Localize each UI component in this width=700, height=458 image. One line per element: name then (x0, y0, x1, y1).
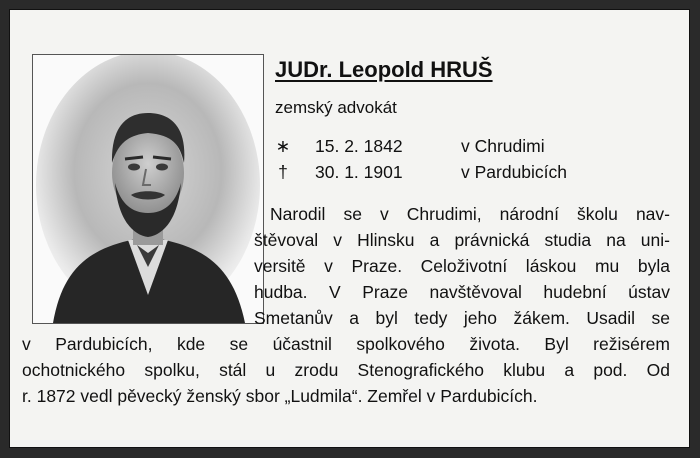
birth-place: v Chrudimi (461, 136, 545, 156)
bio-line: v Pardubicích, kde se účastnil spolkového života. Byl režisérem (22, 334, 670, 354)
bio-line: Narodil se v Chrudimi, národní školu nav- (270, 204, 670, 224)
bio-line: r. 1872 vedl pěvecký ženský sbor „Ludmila“. Zemřel v Pardubicích. (22, 386, 538, 406)
bio-line: hudba. V Praze navštěvoval hudební ústav (254, 282, 670, 302)
death-cross-icon: † (278, 162, 288, 182)
birth-date: 15. 2. 1842 (315, 136, 403, 156)
death-date: 30. 1. 1901 (315, 162, 403, 182)
death-place: v Pardubicích (461, 162, 568, 182)
bio-line: štěvoval v Hlinsku a právnická studia na uni- (254, 230, 670, 250)
bio-line: ochotnického spolku, stál u zrodu Stenografického klubu a pod. Od (22, 360, 670, 380)
birth-asterisk-icon: ∗ (275, 136, 291, 156)
bio-line: versitě v Praze. Celoživotní láskou mu byla (254, 256, 670, 276)
biography-card (9, 9, 690, 448)
occupation: zemský advokát (275, 98, 397, 117)
portrait-photo (32, 54, 264, 324)
person-name: JUDr. Leopold HRUŠ (275, 57, 493, 82)
bio-line: Smetanův a byl tedy jeho žákem. Usadil se (254, 308, 670, 328)
